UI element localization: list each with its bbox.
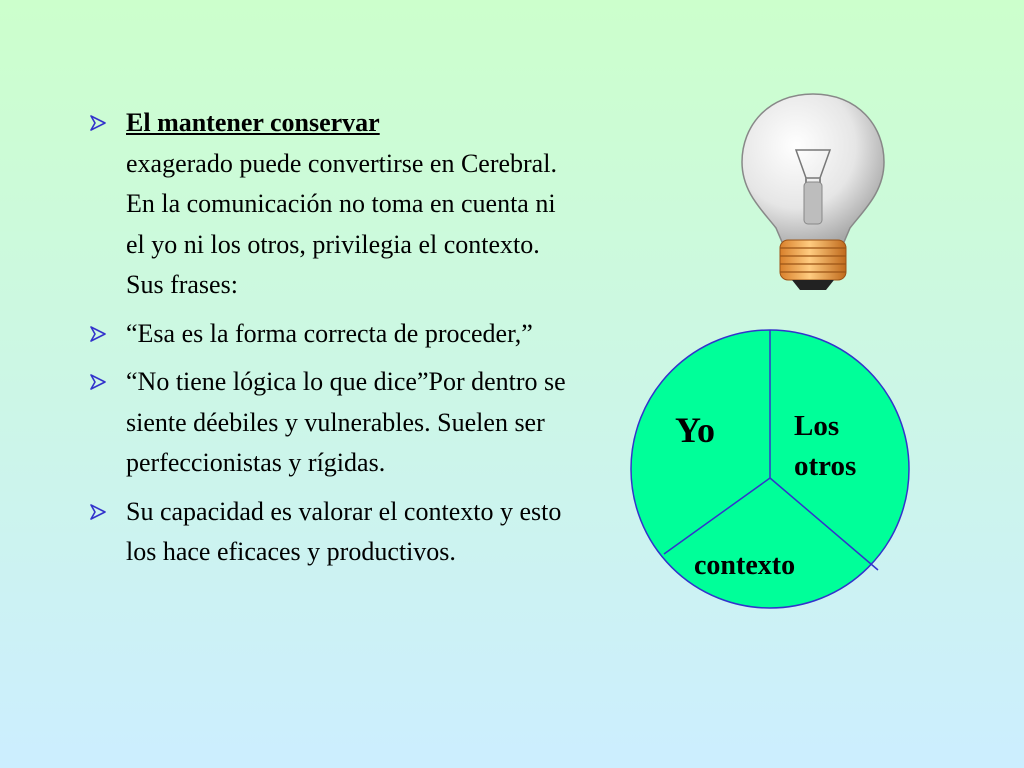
label-otros: otros [794, 450, 857, 482]
label-los: Los [794, 410, 840, 442]
bullet-text: “Esa es la forma correcta de proceder,” [126, 318, 533, 348]
bullet-item [90, 362, 580, 484]
label-contexto: contexto [694, 550, 796, 581]
arrowhead-bullet-icon [90, 374, 106, 390]
bullet-lead-text: El mantener conservar [126, 108, 380, 137]
arrowhead-bullet-icon [90, 115, 106, 131]
bullet-text: exagerado puede convertirse en Cerebral. En la comunicación no toma en cuenta ni el yo ni los otros, privilegia el contexto. Sus frases: [126, 148, 557, 299]
yo-otros-contexto-diagram [624, 328, 924, 618]
label-yo: Yo [675, 410, 716, 450]
arrowhead-bullet-icon [90, 504, 106, 520]
bullet-list [90, 103, 580, 581]
bullet-item [90, 314, 580, 355]
arrowhead-bullet-icon [90, 326, 106, 342]
light-bulb-icon [740, 92, 886, 292]
bullet-text: “No tiene lógica lo que dice”Por dentro se siente déebiles y vulnerables. Suelen ser perfeccionistas y rígidas. [126, 367, 566, 477]
bullet-item [90, 492, 580, 573]
bullet-item [90, 103, 580, 306]
bullet-text: Su capacidad es valorar el contexto y esto los hace eficaces y productivos. [126, 496, 562, 566]
